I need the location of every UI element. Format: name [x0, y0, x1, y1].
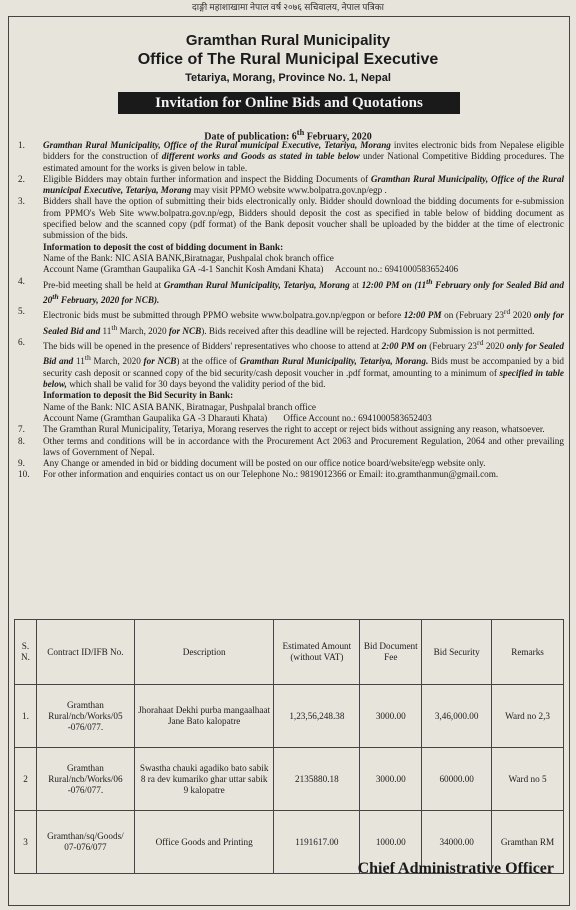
cell-description: Swastha chauki agadiko bato sabik 8 ra dev kumariko ghar uttar sabik 9 kalopatre	[134, 748, 274, 811]
notice-title: Invitation for Online Bids and Quotations	[118, 92, 460, 114]
newspaper-header-strip: दाङ्गी महाशाखामा नेपाल वर्ष २०७६ सचिवालय, नेपाल पत्रिका	[192, 2, 384, 12]
clause-4: 4. Pre-bid meeting shall be held at Gramthan Rural Municipality, Tetariya, Morang at 12:00 PM on (11th February only for Sealed Bid and 20th February, 2020 for NCB).	[18, 275, 564, 305]
col-header-contract-id: Contract ID/IFB No.	[36, 620, 134, 685]
cell-document-fee: 3000.00	[360, 748, 422, 811]
security-deposit-account: Account Name (Gramthan Gaupalika GA -3 Dharauti Khata) Office Account no.: 6941000583652403	[43, 412, 432, 423]
cell-bid-security: 3,46,000.00	[422, 685, 492, 748]
cell-sn: 3	[15, 811, 37, 874]
clause-8: 8. Other terms and conditions will be in accordance with the Procurement Act 2063 and Procurement Regulation, 2064 and other prevailing laws of Government of Nepal.	[18, 435, 564, 457]
office-name: Office of The Rural Municipal Executive	[137, 51, 439, 68]
municipality-name: Gramthan Rural Municipality	[185, 32, 391, 49]
clause-7: 7. The Gramthan Rural Municipality, Tetariya, Morang reserves the right to accept or reject bids without assigning any reason, whatsoever.	[18, 424, 545, 435]
cell-estimated-amount: 1191617.00	[274, 811, 360, 874]
clause-9: 9. Any Change or amended in bid or bidding document will be posted on our office notice board/website/egp website only.	[18, 458, 486, 469]
notice-body	[16, 140, 564, 481]
cell-remarks: Gramthan RM	[492, 811, 564, 874]
table-row	[15, 685, 564, 748]
cost-deposit-bank: Name of the Bank: NIC ASIA BANK,Biratnagar, Pushpalal chok branch office	[43, 252, 334, 263]
col-header-bid-security: Bid Security	[422, 620, 492, 685]
bid-table	[14, 619, 564, 874]
table-header-row	[15, 620, 564, 685]
table-row	[15, 748, 564, 811]
cell-estimated-amount: 2135880.18	[274, 748, 360, 811]
cell-contract-id: Gramthan Rural/ncb/Works/06 -076/077.	[36, 748, 134, 811]
cell-contract-id: Gramthan Rural/ncb/Works/05 -076/077.	[36, 685, 134, 748]
cell-contract-id: Gramthan/sq/Goods/ 07-076/077	[36, 811, 134, 874]
cost-deposit-account: Account Name (Gramthan Gaupalika GA -4-1 Sanchit Kosh Amdani Khata) Account no.: 6941000583652406	[43, 264, 459, 275]
office-address: Tetariya, Morang, Province No. 1, Nepal	[185, 72, 391, 84]
cell-description: Office Goods and Printing	[134, 811, 274, 874]
cell-sn: 1.	[15, 685, 37, 748]
cell-sn: 2	[15, 748, 37, 811]
col-header-description: Description	[134, 620, 274, 685]
col-header-sn: S. N.	[15, 620, 37, 685]
cell-estimated-amount: 1,23,56,248.38	[274, 685, 360, 748]
cell-description: Jhorahaat Dekhi purba mangaalhaat Jane Bato kalopatre	[134, 685, 274, 748]
col-header-estimated-amount: Estimated Amount (without VAT)	[274, 620, 360, 685]
col-header-document-fee: Bid Document Fee	[360, 620, 422, 685]
col-header-remarks: Remarks	[492, 620, 564, 685]
cell-remarks: Ward no 5	[492, 748, 564, 811]
security-deposit-heading: Information to deposit the Bid Security in Bank:	[43, 390, 234, 401]
clause-6: 6. The bids will be opened in the presence of Bidders' representatives who choose to attend at 2:00 PM on (February 23rd 2020 only for Sealed Bid and 11th March, 2020 for NCB) at the office of Gramthan Rural Municipality, Tetariya, Morang. Bids must be accompanied by a bid security cash deposit or scanned copy of the bid security/cash deposit voucher in .pdf format, amounting to a minimum of specified in table below, which shall be valid for 30 days beyond the validity period of the bid.	[18, 337, 565, 390]
clause-5: 5. Electronic bids must be submitted through PPMO website www.bolpatra.gov.np/egpon or before 12:00 PM on (February 23rd 2020 only for Sealed Bid and 11th March, 2020 for NCB). Bids received after this deadline will be rejected. Hardcopy Submission is not permitted.	[18, 306, 565, 336]
cell-bid-security: 34000.00	[422, 811, 492, 874]
cell-bid-security: 60000.00	[422, 748, 492, 811]
cell-document-fee: 1000.00	[360, 811, 422, 874]
clause-3: 3. Bidders shall have the option of submitting their bids electronically only. Bidder should download the bidding documents for e-submission from PPMO's Web Site www.bolpatra.gov.np/egp, Bidders should deposit the cost as specified in table below of bidding document as specified below and the scanned copy (pdf format) of the Bank deposit voucher shall be uploaded by the bidder at the time of electronic submission of the bids.	[18, 196, 564, 241]
clause-2: 2. Eligible Bidders may obtain further information and inspect the Bidding Documents of Gramthan Rural Municipality, Office of the Rural municipal Executive, Tetariya, Morang may visit PPMO website www.bolpatra.gov.np/egp .	[18, 173, 565, 196]
publication-date: Date of publication: 6th February, 2020	[204, 128, 372, 143]
clause-10: 10. For other information and enquiries contact us on our Telephone No.: 9819012366 or Email: ito.gramthanmun@gmail.com.	[18, 469, 499, 480]
cell-document-fee: 3000.00	[360, 685, 422, 748]
signatory-title: Chief Administrative Officer	[357, 860, 554, 877]
security-deposit-bank: Name of the Bank: NIC ASIA BANK, Biratnagar, Pushpalal branch office	[43, 401, 316, 412]
clause-1: 1. Gramthan Rural Municipality, Office of the Rural municipal Executive, Tetariya, Morang invites electronic bids from Nepalese eligible bidders for the construction of different works and Goods as stated in table below under National Competitive Bidding procedures. The estimated amount for the works is given below in table.	[18, 140, 565, 173]
cell-remarks: Ward no 2,3	[492, 685, 564, 748]
cost-deposit-heading: Information to deposit the cost of bidding document in Bank:	[43, 241, 284, 252]
